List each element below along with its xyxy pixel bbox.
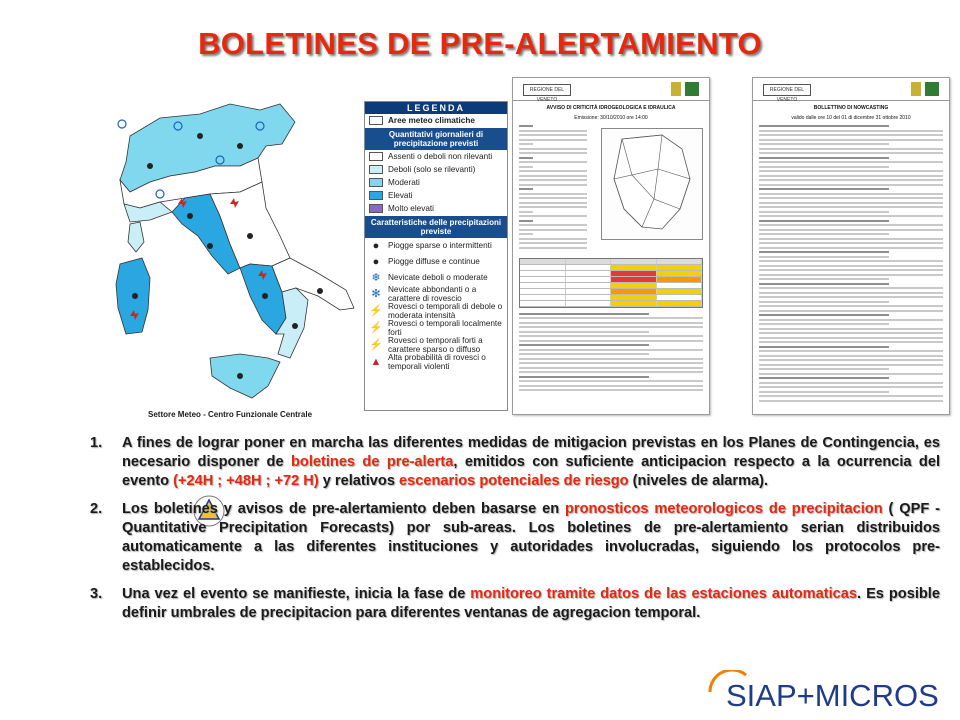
doc-text-lines [513,125,593,249]
doc-text-line [759,301,889,303]
doc-text-line [759,332,943,334]
doc-text-line [759,314,889,316]
legend-level-item [365,202,507,215]
doc-text-line [519,139,587,141]
doc-text-line [759,148,943,150]
doc-header [513,78,709,101]
list-item-text: Los boletines y avisos de pre-alertamiento deben basarse en [122,501,565,517]
legend-level-item [365,176,507,189]
doc-text-line [519,233,533,235]
doc-text-line [759,265,943,267]
map-footer: Settore Meteo - Centro Funzionale Centrale [148,410,313,419]
doc-text-line [519,215,587,217]
legend-characteristic-label: Nevicate abbondanti o a carattere di rovescio [388,285,477,303]
legend-characteristic-item [365,254,507,270]
list-item-text: . Es posible definir umbrales de precipitacion para diferentes ventanas de agregacion temporal. [122,586,940,621]
doc-text-line [759,323,889,325]
highlighted-text: monitoreo tramite datos de las estaciones automaticas [470,586,858,602]
doc-text-line [759,269,943,271]
doc-text-line [519,380,703,382]
warning-icon: ▲ [370,356,382,369]
arpav-logo [685,82,699,96]
doc-text-line [759,157,889,159]
doc-text-line [519,317,703,319]
doc-text-line [759,296,943,298]
doc-text-line [759,350,943,352]
doc-text-line [519,247,587,249]
rain-icon: ● [372,255,380,268]
doc-text-line [759,274,943,276]
area-swatch [369,116,383,125]
doc-text-line [759,238,943,240]
doc-text-line [759,229,943,231]
doc-text-line [759,251,889,253]
doc-subtitle: Emissione: 30/10/2010 ore 14:00 [574,115,648,121]
doc-text-line [759,278,889,280]
legend-characteristic-label: Rovesci o temporali di debole o moderata intensità [388,302,503,320]
doc-text-line [519,179,587,181]
legend-level-label: Deboli (solo se rilevanti) [388,165,476,174]
doc-text-line [759,220,889,222]
list-item-text: (niveles de alarma). [628,473,769,489]
legend-characteristic-label: Alta probabilità di rovesci o temporali violenti [388,353,486,371]
doc-text-line [519,242,587,244]
doc-text-line [759,355,943,357]
doc-text-line [759,377,889,379]
legend-characteristic-item [365,354,507,371]
legend-level-swatch [369,152,383,161]
doc-text-line [759,337,943,339]
doc-text-line [759,166,889,168]
list-item-text: A fines de lograr poner en marcha las diferentes medidas de mitigacion previstas en los Planes de Contingencia, es necesario disponer de [122,435,940,470]
doc-text-line [519,389,703,391]
doc-text-line [519,238,587,240]
doc-text-line [759,188,889,190]
doc-text-line [759,215,943,217]
doc-text-line [519,197,587,199]
doc-text-line [759,382,943,384]
doc-text-line [759,359,943,361]
doc-text-line [519,335,703,337]
doc-text-line [519,313,649,315]
agency-logo [671,82,681,96]
legend-characteristic-label: Rovesci o temporali forti a carattere sparso o diffuso [388,336,483,354]
region-logo: REGIONE DEL VENETO [523,84,571,96]
doc-text-line [519,161,587,163]
doc-text-lines [513,310,709,394]
list-item-text: y relativos [318,473,400,489]
doc-text-line [519,220,533,222]
list-item [90,585,940,623]
doc-text-line [759,283,889,285]
nowcasting-bulletin-thumbnail [752,77,950,415]
doc-text-line [759,346,889,348]
doc-text-line [519,371,703,373]
doc-text-line [519,211,533,213]
legend-characteristic-label: Rovesci o temporali localmente forti [388,319,502,337]
doc-text-line [759,373,943,375]
storm-icon: ⚡ [369,305,383,318]
doc-text-line [759,247,943,249]
doc-text-line [759,202,943,204]
doc-text-line [519,175,587,177]
doc-region-map [601,128,703,240]
legend-characteristic-item [365,238,507,254]
doc-subtitle: valido dalle ore 10 del 01 di dicembre 31 ottobre 2010 [791,115,911,121]
doc-text-line [519,157,533,159]
doc-text-line [519,152,587,154]
doc-text-line [759,152,943,154]
doc-header [753,78,949,101]
doc-text-line [759,391,889,393]
doc-text-line [759,364,943,366]
legend-characteristic-label: Piogge sparse o intermittenti [388,240,492,250]
doc-text-line [759,170,943,172]
doc-text-line [519,376,649,378]
legend-title: LEGENDA [365,102,507,114]
legend-level-swatch [369,191,383,200]
doc-text-line [759,206,943,208]
legend-levels [365,150,507,215]
doc-text-line [759,143,889,145]
legend-level-label: Assenti o deboli non rilevanti [388,152,493,161]
drop-icon: ● [372,239,380,252]
doc-text-line [759,287,943,289]
doc-text-line [759,175,943,177]
arpav-logo [925,82,939,96]
legend-char-header: Caratteristiche delle precipitazioni previste [365,216,507,238]
legend-characteristic-item [365,337,507,354]
doc-text-line [759,305,943,307]
doc-text-line [519,340,703,342]
doc-text-line [759,193,943,195]
list-item-text: , emitidos con suficiente anticipacion respecto a la ocurrencia del evento [122,454,940,489]
doc-text-line [759,130,943,132]
doc-text-line [759,233,889,235]
doc-text-line [519,170,587,172]
list-item [90,434,940,491]
doc-text-line [759,292,943,294]
legend-level-item [365,150,507,163]
doc-text-line [519,148,587,150]
doc-text-line [759,161,943,163]
highlighted-text: escenarios potenciales de riesgo [399,473,629,489]
legend-level-item [365,163,507,176]
legend-characteristics [365,238,507,371]
doc-text-line [759,256,889,258]
highlighted-text: (+24H ; +48H ; +72 H) [173,473,319,489]
doc-text-line [759,328,943,330]
legend-areas [365,114,507,127]
doc-text-line [759,224,943,226]
criticality-table [519,258,703,308]
doc-text-line [519,125,533,127]
doc-text-line [759,184,943,186]
legend-characteristic-item [365,320,507,337]
bullet-list [90,434,940,632]
legend-level-label: Molto elevati [388,204,434,213]
doc-text-lines [753,125,949,402]
brand-name: SIAP+MICROS [726,678,939,713]
doc-text-line [759,319,943,321]
doc-text-line [759,211,889,213]
legend-level-item [365,189,507,202]
doc-text-line [759,139,943,141]
doc-text-line [759,310,943,312]
lightning-icon: ⚡ [369,339,383,352]
doc-text-line [519,134,587,136]
doc-text-line [519,224,587,226]
legend-quant-header: Quantitativi giornalieri di precipitazione previsti [365,128,507,150]
doc-text-line [519,229,587,231]
doc-text-line [519,188,533,190]
legend-level-swatch [369,178,383,187]
legend-areas-label: Aree meteo climatiche [388,116,475,125]
doc-text-line [759,242,943,244]
highlighted-text: pronosticos meteorologicos de precipitacion [564,501,883,517]
siap-micros-logo [706,670,946,714]
doc-text-line [759,134,943,136]
doc-text-line [519,353,649,355]
doc-text-line [759,197,943,199]
doc-text-line [759,395,943,397]
doc-text-line [519,193,587,195]
list-item-number: 1. [90,435,103,451]
doc-text-line [759,341,943,343]
list-item-number: 2. [90,501,103,517]
doc-text-line [519,322,703,324]
warning-bulletin-thumbnail [512,77,710,415]
legend-level-label: Moderati [388,178,420,187]
doc-text-line [519,331,649,333]
agency-logo [911,82,921,96]
heavy-snow-icon: ✻ [371,288,381,301]
doc-text-line [519,184,587,186]
doc-text-line [519,362,703,364]
italy-map-svg [90,96,370,416]
doc-text-line [519,367,703,369]
legend-characteristic-item [365,270,507,286]
slide-title: BOLETINES DE PRE-ALERTAMIENTO [198,26,762,61]
doc-text-line [759,368,889,370]
legend-characteristic-label: Piogge diffuse e continue [388,256,480,266]
legend-characteristic-item [365,303,507,320]
doc-text-line [519,202,587,204]
doc-text-line [759,386,943,388]
highlighted-text: boletines de pre-alerta [290,454,454,470]
doc-title: AVVISO DI CRITICITÀ IDROGEOLOGICA E IDRAULICA [546,105,676,111]
legend-level-swatch [369,204,383,213]
doc-text-line [519,206,587,208]
doc-text-line [519,349,703,351]
doc-text-line [519,326,703,328]
legend-level-label: Elevati [388,191,413,200]
doc-text-line [519,130,587,132]
doc-text-line [519,344,649,346]
doc-title: BOLLETTINO DI NOWCASTING [813,105,889,111]
doc-text-line [519,385,703,387]
doc-text-line [759,125,889,127]
doc-text-line [519,358,703,360]
brand-logo-svg [706,670,946,714]
strong-storm-icon: ⚡ [369,322,383,335]
doc-text-line [759,260,943,262]
list-item-text: Una vez el evento se manifieste, inicia la fase de [122,586,471,602]
list-item [90,500,940,576]
list-item-number: 3. [90,586,103,602]
legend-characteristic-label: Nevicate deboli o moderate [388,272,488,282]
doc-text-line [759,400,943,402]
legend-characteristic-item [365,286,507,303]
region-logo: REGIONE DEL VENETO [763,84,811,96]
snowflake-icon: ❄ [371,271,381,284]
legend-level-swatch [369,165,383,174]
map-legend [364,101,508,411]
list-item-text: ( QPF - Quantitative Precipitation Forecasts) por sub-areas. Los boletines de pre-alertamiento serian distribuidos automaticamente a las diferentes instituciones y autoridades involucradas, siguiendo los protocolos pre-establecidos. [122,501,940,574]
doc-text-line [519,166,533,168]
doc-text-line [519,143,533,145]
doc-text-line [759,179,943,181]
